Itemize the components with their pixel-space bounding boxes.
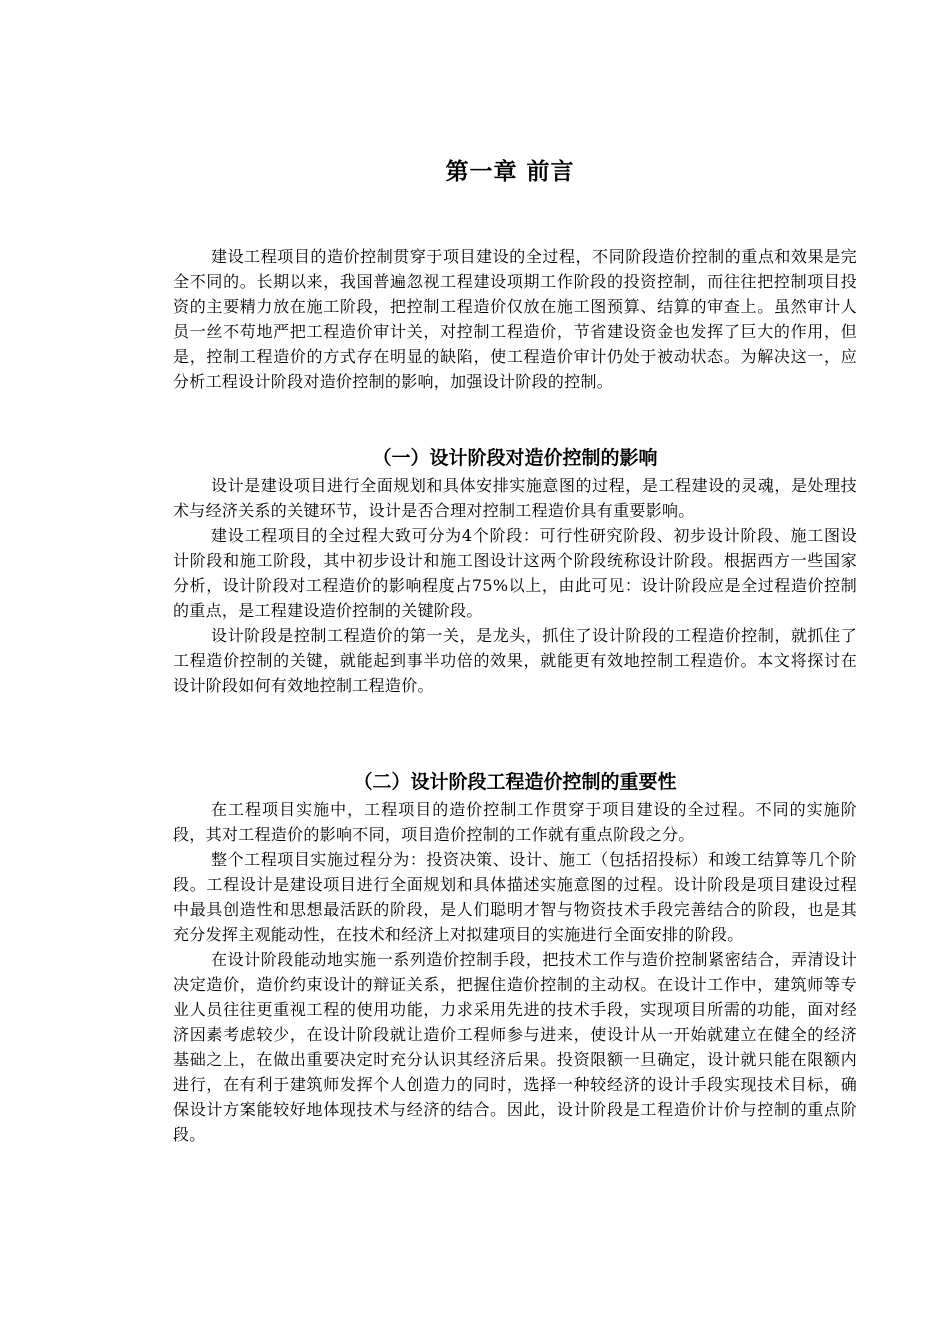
section-heading: （二）设计阶段工程造价控制的重要性 (353, 771, 677, 793)
section-paragraph: 设计阶段是控制工程造价的第一关，是龙头，抓住了设计阶段的工程造价控制，就抓住了工程造价控制的关键，就能起到事半功倍的效果，就能更有效地控制工程造价。本文将探讨在设计阶段如何有效地控制工程造价。 (173, 626, 857, 695)
chapter-title: 第一章 前言 (445, 158, 575, 185)
section-heading: （一）设计阶段对造价控制的影响 (372, 447, 658, 469)
section-paragraph: 在工程项目实施中，工程项目的造价控制工作贯穿于项目建设的全过程。不同的实施阶段，其对工程造价的影响不同，项目造价控制的工作就有重点阶段之分。 (173, 800, 857, 844)
section-design-importance (173, 767, 857, 1147)
section-paragraph: 整个工程项目实施过程分为：投资决策、设计、施工（包括招投标）和竣工结算等几个阶段。工程设计是建设项目进行全面规划和具体描述实施意图的过程。设计阶段是项目建设过程中最具创造性和思想最活跃的阶段，是人们聪明才智与物资技术手段完善结合的阶段，也是其充分发挥主观能动性，在技术和经济上对拟建项目的实施进行全面安排的阶段。 (173, 850, 857, 944)
section-paragraph: 在设计阶段能动地实施一系列造价控制手段，把技术工作与造价控制紧密结合，弄清设计决定造价，造价约束设计的辩证关系，把握住造价控制的主动权。在设计工作中，建筑师等专业人员往往更重视工程的使用功能，力求采用先进的技术手段，实现项目所需的功能，面对经济因素考虑较少，在设计阶段就让造价工程师参与进来，使设计从一开始就建立在健全的经济基础之上，在做出重要决定时充分认识其经济后果。投资限额一旦确定，设计就只能在限额内进行，在有利于建筑师发挥个人创造力的同时，选择一种较经济的设计手段实现技术目标，确保设计方案能较好地体现技术与经济的结合。因此，设计阶段是工程造价计价与控制的重点阶段。 (173, 950, 857, 1144)
section-paragraph: 设计是建设项目进行全面规划和具体安排实施意图的过程，是工程建设的灵魂，是处理技术与经济关系的关键环节，设计是否合理对控制工程造价具有重要影响。 (173, 476, 857, 520)
intro-block (173, 244, 857, 394)
intro-paragraph: 建设工程项目的造价控制贯穿于项目建设的全过程，不同阶段造价控制的重点和效果是完全不同的。长期以来，我国普遍忽视工程建设项期工作阶段的投资控制，而往往把控制项目投资的主要精力放在施工阶段，把控制工程造价仅放在施工图预算、结算的审查上。虽然审计人员一丝不苟地严把工程造价审计关，对控制工程造价，节省建设资金也发挥了巨大的作用，但是，控制工程造价的方式存在明显的缺陷，使工程造价审计仍处于被动状态。为解决这一，应分析工程设计阶段对造价控制的影响，加强设计阶段的控制。 (173, 247, 857, 391)
section-design-impact (173, 443, 857, 698)
section-paragraph: 建设工程项目的全过程大致可分为4个阶段：可行性研究阶段、初步设计阶段、施工图设计阶段和施工阶段，其中初步设计和施工图设计这两个阶段统称设计阶段。根据西方一些国家分析，设计阶段对工程造价的影响程度占75%以上，由此可见：设计阶段应是全过程造价控制的重点，是工程建设造价控制的关键阶段。 (173, 526, 857, 620)
